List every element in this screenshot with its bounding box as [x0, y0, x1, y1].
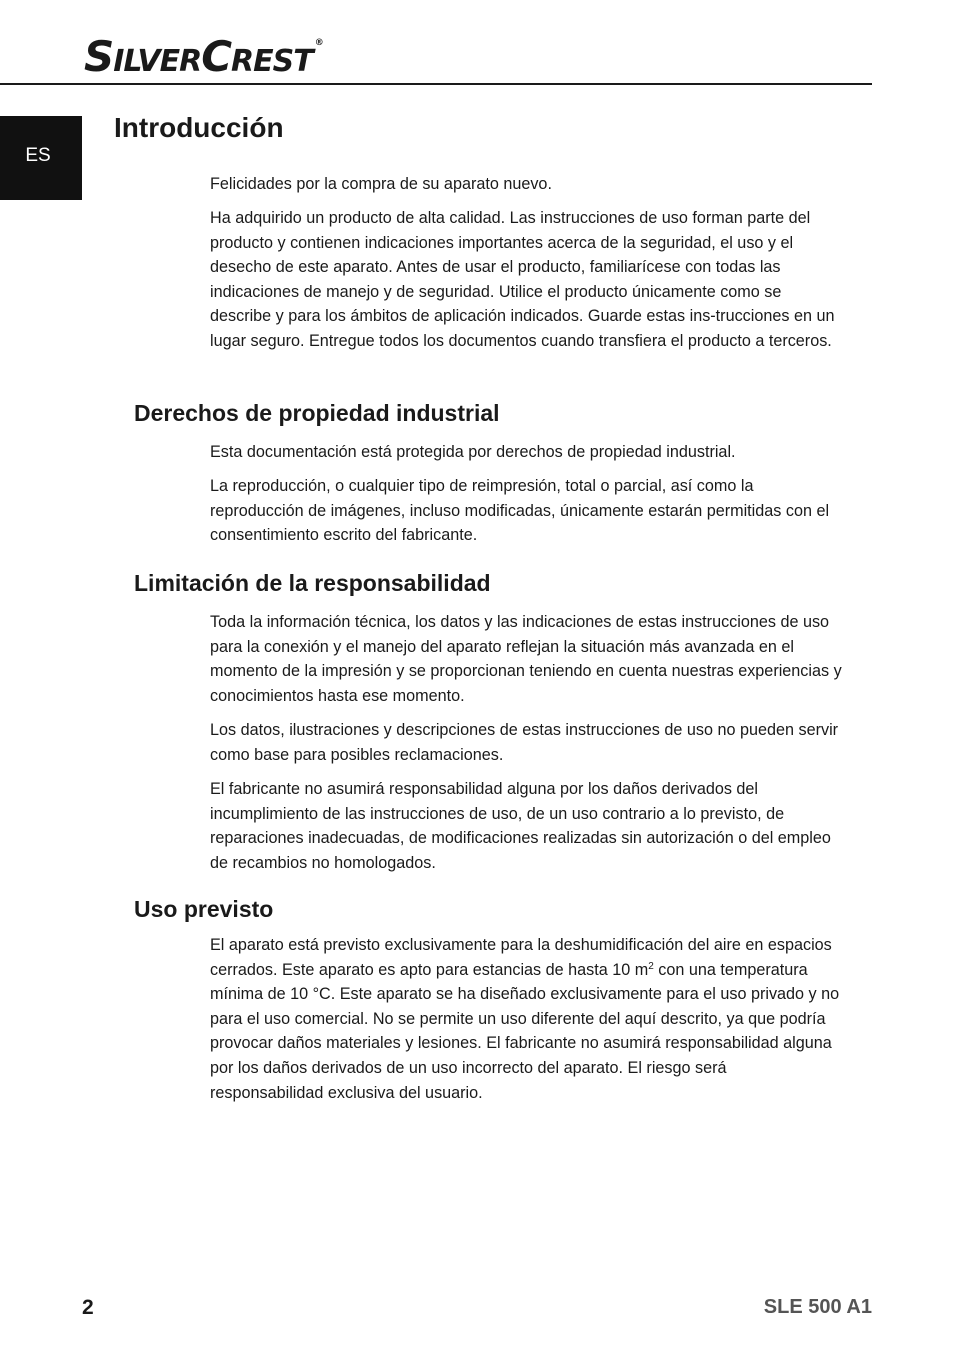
derechos-paragraph-2: La reproducción, o cualquier tipo de reimpresión, total o parcial, así como la reproducción de imágenes, incluso modificadas, únicamente estarán permitidas con el consentimiento escrito del fabricante.	[210, 477, 830, 545]
logo-letter: S	[84, 32, 114, 81]
registered-mark: ®	[314, 38, 324, 48]
logo-letters: ILVER	[113, 44, 202, 79]
page-number: 2	[82, 1296, 94, 1319]
limitacion-paragraph-3: El fabricante no asumirá responsabilidad alguna por los daños derivados del incumplimiento de las instrucciones de uso, de un uso contrario a lo previsto, de reparaciones inadecuadas, de modificaciones realizadas sin autorización o del empleo de recambios no homologados.	[210, 780, 831, 872]
uso-text-part-2: con una temperatura mínima de 10 °C. Este aparato se ha diseñado exclusivamente para el uso privado y no para el uso comercial. No se permite un uso diferente del aquí descrito, ya que podría provocar daños materiales y lesiones. El fabricante no asumirá responsabilidad alguna por los daños derivados de un uso incorrecto del aparato. El riesgo será responsabilidad exclusiva del usuario.	[210, 960, 840, 1102]
intro-paragraph-1: Felicidades por la compra de su aparato nuevo.	[210, 175, 552, 193]
derechos-paragraph-1: Esta documentación está protegida por derechos de propiedad industrial.	[210, 443, 736, 461]
uso-text-part-1: El aparato está previsto exclusivamente para la deshumidificación del aire en espacios cerrados. Este aparato es apto para estancias de hasta 10 m	[210, 936, 832, 979]
limitacion-paragraph-1: Toda la información técnica, los datos y las indicaciones de estas instrucciones de uso para la conexión y el manejo del aparato reflejan la situación más avanzada en el momento de la impresión y se proporcionan teniendo en cuenta nuestras experiencias y conocimientos hasta ese momento.	[210, 613, 842, 705]
uso-paragraph-1	[210, 933, 844, 1105]
section-heading-limitacion: Limitación de la responsabilidad	[134, 570, 491, 596]
brand-logo	[84, 32, 324, 81]
section-heading-uso: Uso previsto	[134, 896, 274, 922]
model-number: SLE 500 A1	[763, 1296, 872, 1318]
language-tab	[0, 116, 82, 200]
header-divider	[0, 83, 872, 85]
language-tab-label: ES	[25, 145, 51, 166]
logo-letter: C	[201, 32, 232, 81]
superscript-2: 2	[648, 961, 654, 973]
section-heading-derechos: Derechos de propiedad industrial	[134, 400, 500, 426]
limitacion-paragraph-2: Los datos, ilustraciones y descripciones de estas instrucciones de uso no pueden servir como base para posibles reclamaciones.	[210, 721, 839, 764]
intro-paragraph-2: Ha adquirido un producto de alta calidad. Las instrucciones de uso forman parte del producto y contienen indicaciones importantes acerca de la seguridad, el uso y el desecho de este aparato. Antes de usar el producto, familiarícese con todas las indicaciones de manejo y de seguridad. Utilice el producto únicamente como se describe y para los ámbitos de aplicación indicados. Guarde estas ins-trucciones en un lugar seguro. Entregue todos los documentos cuando transfiera el producto a terceros.	[210, 209, 835, 350]
logo-letters: REST	[231, 44, 313, 79]
page-title: Introducción	[114, 112, 284, 143]
